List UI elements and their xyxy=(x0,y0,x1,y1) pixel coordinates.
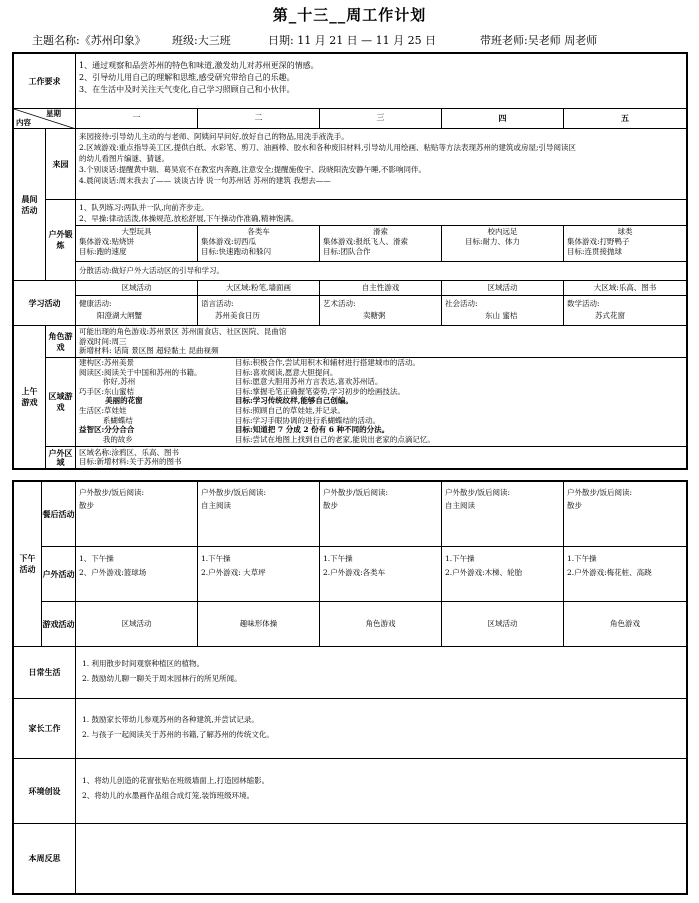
arrival-line: 3.个别谈话:提醒黄中瑞、葛昊宸不在教室内奔跑,注意安全;提醒施俊宇、段晓阳洗安静午睡,不影响同伴。 xyxy=(79,165,426,174)
outdoor-line: 2、早操:律动活泼,体操规范,放松舒展,下午操动作准确,精神饱满。 xyxy=(79,214,299,223)
outdoor-note: 分散活动:做好户外大活动区的引导和学习。 xyxy=(76,262,686,281)
after-meal-tue xyxy=(198,482,320,547)
family-line: 1. 鼓励家长带幼儿参观苏州的各种建筑,并尝试记录。 xyxy=(82,715,259,724)
afternoon-outdoor-mon xyxy=(76,547,198,602)
outdoor-game-mon xyxy=(76,226,198,262)
goal-item: 2、引导幼儿用自己的理解和思维,感受研究带给自己的乐趣。 xyxy=(79,73,295,82)
outdoor-game-fri xyxy=(564,226,686,262)
after-meal-wed xyxy=(320,482,442,547)
goal-item: 1、通过观察和品尝苏州的特色和味道,激发幼儿对苏州更深的情感。 xyxy=(79,61,319,70)
study-label: 学习活动 xyxy=(14,281,76,326)
reflection-label: 本周反思 xyxy=(14,824,76,893)
afternoon-game-label: 游戏活动 xyxy=(42,602,76,647)
study-subject: 社会活动: xyxy=(445,299,478,308)
goals-list xyxy=(76,54,686,109)
outdoor-game-tue xyxy=(198,226,320,262)
afternoon-game-mon: 区域活动 xyxy=(76,602,198,647)
study-topic: 卖糖粥 xyxy=(363,311,386,320)
outdoor-area-content xyxy=(76,447,686,468)
afternoon-outdoor-line: 2.户外游戏:各类车 xyxy=(323,568,386,577)
area-row xyxy=(79,377,683,387)
day-header-fri: 五 xyxy=(564,109,686,129)
outdoor-game-thu xyxy=(442,226,564,262)
outdoor-game-name: 集体游戏:贴烧饼 xyxy=(79,237,135,246)
teacher-names: 带班老师:吴老师 周老师 xyxy=(480,34,598,47)
study-row1-wed: 自主性游戏 xyxy=(320,281,442,296)
area-row xyxy=(79,358,683,368)
morning-label: 晨间活动 xyxy=(14,129,46,281)
plan-sheet-bottom xyxy=(12,480,688,895)
study-subject: 健康活动: xyxy=(79,299,112,308)
family-line: 2. 与孩子一起阅读关于苏州的书籍,了解苏州的传统文化。 xyxy=(82,730,274,739)
area-games-content xyxy=(76,358,686,447)
area-row xyxy=(79,406,683,416)
daily-life-label: 日常生活 xyxy=(14,647,76,699)
outdoor-area-label: 户外区域 xyxy=(46,447,76,468)
outdoor-game-target: 目标:跑的速度 xyxy=(79,247,127,256)
study-topic: 苏州美食日历 xyxy=(215,311,260,320)
area-row xyxy=(79,435,683,445)
afternoon-outdoor-label: 户外活动 xyxy=(42,547,76,602)
afternoon-outdoor-line: 1.下午操 xyxy=(201,554,231,563)
week-label: 星期 xyxy=(46,109,61,118)
study-row1-tue: 大区域:粉笔,墙面画 xyxy=(198,281,320,296)
afternoon-outdoor-line: 2.户外游戏: 大草坪 xyxy=(201,568,266,577)
role-line: 可能出现的角色游戏:苏州景区 苏州面食店、社区医院、昆曲馆 xyxy=(79,327,287,336)
day-header-thu: 四 xyxy=(442,109,564,129)
day-header-wed: 三 xyxy=(320,109,442,129)
daily-line: 2. 鼓励幼儿聊一聊关于周末园林行的所见所闻。 xyxy=(82,674,242,683)
area-target: 目标:积极合作,尝试用积木和辅材进行搭建城市的活动。 xyxy=(235,358,420,367)
after-meal-head: 户外散步/饭后阅读: xyxy=(201,488,267,497)
reflection-content[interactable] xyxy=(76,824,686,893)
arrival-line: 2.区域游戏:重点指导美工区,提供白纸、水彩笔、剪刀、油画棒、胶水和各种废旧材料,引导幼儿用绘画、粘贴等方法表现苏州的建筑或房屋;引导阅读区 xyxy=(79,143,576,152)
afternoon-outdoor-line: 1、下午操 xyxy=(79,554,114,563)
environment-content xyxy=(76,759,686,824)
arrival-content xyxy=(76,129,686,200)
afternoon-outdoor-tue xyxy=(198,547,320,602)
outdoor-game-target: 目标:团队合作 xyxy=(323,247,371,256)
outdoor-game-name: 集体游戏:报纸飞人、滑索 xyxy=(323,237,409,246)
family-work-content xyxy=(76,699,686,759)
outdoor-game-name: 集体游戏:切西瓜 xyxy=(201,237,257,246)
study-subject: 艺术活动: xyxy=(323,299,356,308)
outdoor-game-head: 各类车 xyxy=(247,227,270,236)
environment-line: 1、将幼儿创造的花窗张贴在班级墙面上,打造园林缩影。 xyxy=(82,776,270,785)
outdoor-game-target: 目标:耐力、体力 xyxy=(465,237,521,246)
afternoon-outdoor-line: 2.户外游戏:梅花桩、高跷 xyxy=(567,568,652,577)
study-topic: 苏式花窗 xyxy=(595,311,625,320)
study-row2-wed xyxy=(320,296,442,326)
daily-line: 1. 利用散步时间观察种植区的植物。 xyxy=(82,659,205,668)
afternoon-outdoor-line: 1.下午操 xyxy=(323,554,353,563)
outdoor-line: 1、队列练习:两队并一队,向前齐步走。 xyxy=(79,203,209,212)
date-range: 日期: 11 月 21 日 — 11 月 25 日 xyxy=(268,34,437,47)
goal-item: 3、在生活中及时关注天气变化,自己学习照顾自己和小伙伴。 xyxy=(79,85,295,94)
study-row2-tue xyxy=(198,296,320,326)
afternoon-outdoor-fri xyxy=(564,547,686,602)
after-meal-value: 散步 xyxy=(323,501,338,510)
area-name: 美丽的花窗 xyxy=(79,396,143,406)
afternoon-outdoor-line: 2.户外游戏:木梯、轮胎 xyxy=(445,568,523,577)
role-play-content xyxy=(76,326,686,358)
afternoon-outdoor-thu xyxy=(442,547,564,602)
after-meal-head: 户外散步/饭后阅读: xyxy=(445,488,511,497)
outdoor-game-head: 校内远足 xyxy=(487,227,518,236)
day-header-tue: 二 xyxy=(198,109,320,129)
outdoor-area-line: 目标:新增材料:关于苏州的图书 xyxy=(79,457,182,466)
afternoon-outdoor-line: 1.下午操 xyxy=(445,554,475,563)
outdoor-exercise-content xyxy=(76,200,686,226)
afternoon-game-thu: 区域活动 xyxy=(442,602,564,647)
afternoon-outdoor-line: 1.下午操 xyxy=(567,554,597,563)
after-meal-label: 餐后活动 xyxy=(42,482,76,547)
area-target: 目标:喜欢阅读,愿意大胆提问。 xyxy=(235,367,338,377)
study-subject: 数学活动: xyxy=(567,299,600,308)
area-name: 阅读区:阅读关于中国和苏州的书籍。 xyxy=(79,367,202,377)
area-target: 目标:学习手眼协调的进行系蝴蝶结的活动。 xyxy=(235,415,381,425)
role-line: 游戏时间:周三 xyxy=(79,336,127,346)
after-meal-fri xyxy=(564,482,686,547)
area-name: 我的故乡 xyxy=(79,434,133,444)
page-title: 第_十三__周工作计划 xyxy=(272,6,427,24)
area-name: 你好,苏州 xyxy=(79,377,136,387)
header-corner xyxy=(14,109,76,129)
afternoon-game-tue: 趣味形体操 xyxy=(198,602,320,647)
after-meal-value: 散步 xyxy=(567,501,582,510)
after-meal-mon xyxy=(76,482,198,547)
environment-line: 2、将幼儿的水墨画作品组合成灯笼,装饰班级环境。 xyxy=(82,791,255,800)
area-name: 系蝴蝶结 xyxy=(79,415,133,425)
area-target: 目标:尝试在地图上找到自己的老家,能说出老家的点滴记忆。 xyxy=(235,434,435,444)
area-games-label: 区域游戏 xyxy=(46,358,76,447)
outdoor-game-head: 球类 xyxy=(617,227,633,236)
content-label: 内容 xyxy=(16,117,31,127)
area-name: 巧手区:东山蜜桔 xyxy=(79,386,135,396)
daily-life-content xyxy=(76,647,686,699)
area-name: 生活区:草娃娃 xyxy=(79,405,127,415)
study-topic: 阳澄湖大闸蟹 xyxy=(97,311,142,320)
after-meal-value: 自主阅读 xyxy=(201,501,231,510)
class-name: 班级:大三班 xyxy=(172,34,231,47)
am-games-label: 上午游戏 xyxy=(14,326,46,468)
area-row xyxy=(79,416,683,426)
goals-label: 工作要求 xyxy=(14,54,76,109)
after-meal-value: 自主阅读 xyxy=(445,501,475,510)
arrival-label: 来园 xyxy=(46,129,76,200)
arrival-line: 的幼儿看图片编谜、猜谜。 xyxy=(79,154,169,163)
afternoon-label: 下午活动 xyxy=(14,482,42,647)
plan-sheet-top xyxy=(12,52,688,470)
after-meal-head: 户外散步/饭后阅读: xyxy=(567,488,633,497)
afternoon-outdoor-line: 2、户外游戏:篮球场 xyxy=(79,568,147,577)
study-row1-mon: 区域活动 xyxy=(76,281,198,296)
afternoon-game-fri: 角色游戏 xyxy=(564,602,686,647)
area-target: 目标:学习传统纹样,能够自己创编。 xyxy=(235,396,353,406)
theme-name: 主题名称:《苏州印象》 xyxy=(32,34,146,47)
study-row2-fri xyxy=(564,296,686,326)
family-work-label: 家长工作 xyxy=(14,699,76,759)
area-target: 目标:照顾自己的草娃娃,并记录。 xyxy=(235,405,345,415)
area-row xyxy=(79,368,683,378)
outdoor-game-head: 滑索 xyxy=(373,227,388,236)
outdoor-game-target: 目标:快速跑动和躲闪 xyxy=(201,247,272,256)
study-row2-thu xyxy=(442,296,564,326)
outdoor-exercise-label: 户外锻炼 xyxy=(46,200,76,281)
area-name: 建构区:苏州美景 xyxy=(79,358,135,367)
area-target: 目标:知道把 7 分成 2 份有 6 种不同的分法。 xyxy=(235,425,390,435)
area-row xyxy=(79,425,683,435)
after-meal-thu xyxy=(442,482,564,547)
area-target: 目标:愿意大胆用苏州方言表达,喜欢苏州话。 xyxy=(235,377,383,387)
area-row xyxy=(79,396,683,406)
study-row1-thu: 区域活动 xyxy=(442,281,564,296)
area-name: 益智区:分分合合 xyxy=(79,425,135,435)
outdoor-game-wed xyxy=(320,226,442,262)
role-line: 新增材料: 话筒 景区图 超轻黏土 昆曲视频 xyxy=(79,346,219,355)
outdoor-area-line: 区域名称:涂鸦区、乐高、图书 xyxy=(79,448,180,457)
area-target: 目标:掌握毛笔正确握笔姿势,学习初步的绘画技法。 xyxy=(235,386,405,396)
environment-label: 环境创设 xyxy=(14,759,76,824)
after-meal-head: 户外散步/饭后阅读: xyxy=(79,488,145,497)
afternoon-game-wed: 角色游戏 xyxy=(320,602,442,647)
outdoor-game-name: 集体游戏:打野鸭子 xyxy=(567,237,630,246)
arrival-line: 4.晨间谈话:周末我去了—— 谈谈古诗 说一句苏州话 苏州的建筑 我想去—— xyxy=(79,176,331,185)
role-play-label: 角色游戏 xyxy=(46,326,76,358)
study-subject: 语言活动: xyxy=(201,299,234,308)
after-meal-value: 散步 xyxy=(79,501,94,510)
afternoon-outdoor-wed xyxy=(320,547,442,602)
study-topic: 东山 蜜桔 xyxy=(485,311,518,320)
outdoor-game-target: 目标:连贯接抛球 xyxy=(567,247,623,256)
arrival-line: 来园接待:引导幼儿主动的与老师、阿姨问早问好,放好自己的物品,用洗手液洗手。 xyxy=(79,132,349,141)
day-header-mon: 一 xyxy=(76,109,198,129)
study-row1-fri: 大区域:乐高、图书 xyxy=(564,281,686,296)
after-meal-head: 户外散步/饭后阅读: xyxy=(323,488,389,497)
outdoor-game-head: 大型玩具 xyxy=(121,227,152,236)
area-row xyxy=(79,387,683,397)
study-row2-mon xyxy=(76,296,198,326)
